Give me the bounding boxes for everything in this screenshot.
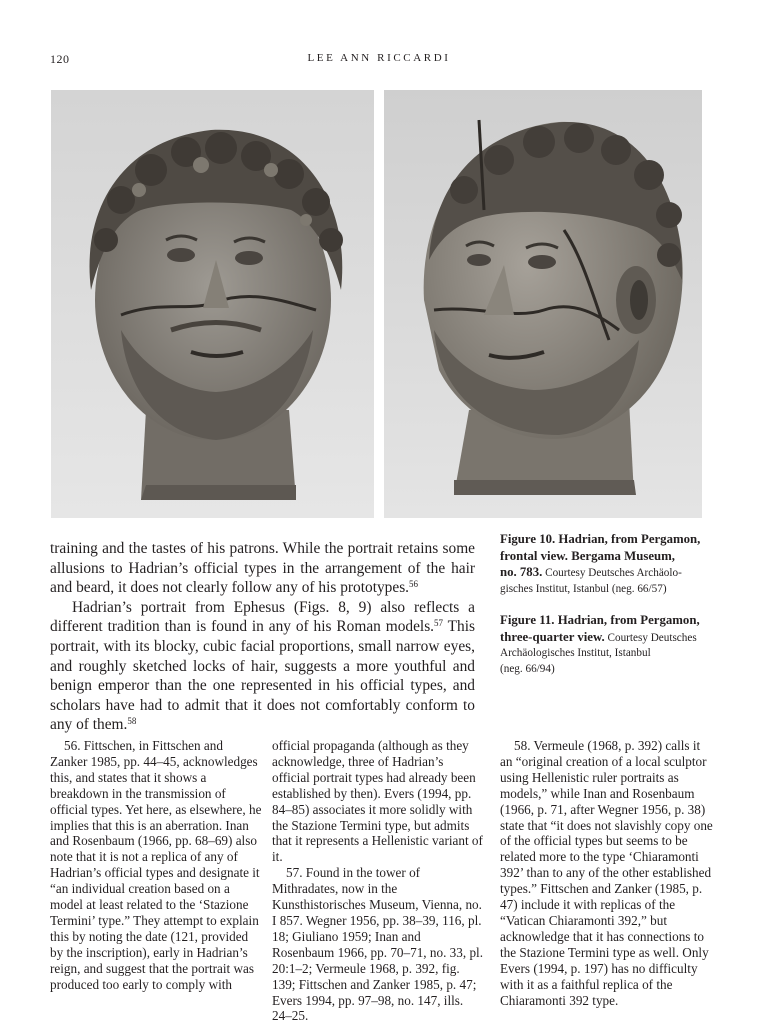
hadrian-three-quarter-bust-image [384,90,702,518]
page-number: 120 [50,52,70,66]
footnotes-column-2 [272,738,484,1024]
running-head: LEE ANN RICCARDI [307,52,451,64]
footnote-56-continued: official propaganda (although as they acknowledge, three of Hadrian’s official portrait types had already been established by then). Evers (1994, pp. 84–85) associates it more solidly with the Stazione Termini type, but admits that it represents a Hellenistic variant of it. [272,738,483,865]
footnote-ref-58[interactable]: 58 [127,716,137,727]
hadrian-frontal-bust-image [51,90,374,518]
figure-11-caption: Figure 11. Hadrian, from Pergamon, three-quarter view. Courtesy Deutsches Archäologisches Institut, Istanbul (neg. 66/94) [500,613,700,675]
figure-10-caption: Figure 10. Hadrian, from Pergamon, frontal view. Bergama Museum, no. 783. Courtesy Deutsches Archäolo- gisches Institut, Istanbul (neg. 66/57) [500,532,701,595]
footnote-ref-56[interactable]: 56 [409,579,419,590]
footnote-58: 58. Vermeule (1968, p. 392) calls it an “original creation of a local sculptor using Hellenistic ruler portraits as models,” while Inan and Rosenbaum (1966, p. 71, after Wegner 1956, p. 38) state that “it does not slavishly copy one of the official types but seems to be related more to the type ‘Chiaramonti 392’ than to any of the other established types.” Fittschen and Zanker (1985, p. 47) include it with replicas of the “Vatican Chiaramonti 392,” but acknowledge that it has connections to the Stazione Termini type as well. Only Evers (1994, p. 197) has no difficulty with it as a faithful replica of the Chiaramonti 392 type. [500,738,713,1008]
footnote-ref-57[interactable]: 57 [434,618,444,629]
footnote-56: 56. Fittschen, in Fittschen and Zanker 1985, pp. 44–45, acknowledges this, and states that it shows a breakdown in the transmission of official types. Yet here, as elsewhere, he implies that this is an aberration. Inan and Rosenbaum (1966, pp. 68–69) also note that it is not a replica of any of Hadrian’s official types and designate it “an individual creation based on a model at least related to the ‘Stazione Termini’ type.” They attempt to explain this by noting the date (121, provided by the inscription), early in Hadrian’s reign, and suggest that the portrait was produced too early to comply with [50,738,262,992]
figure-11-photo [384,90,702,518]
body-paragraph-1: training and the tastes of his patrons. While the portrait retains some allusions to Hadrian’s official types in the arrangement of the hair and beard, it does not clearly follow any of his prototypes.$^{56}$ [50,540,475,597]
body-paragraph-2: Hadrian’s portrait from Ephesus (Figs. 8, 9) also reflects a different tradition than is found in any of his Roman models.$^{57}$ This portrait, with its blocky, cubic facial proportions, small narrow eyes, and roughly sketched locks of hair, suggests a more youthful and benign emperor than the one represented in his official types, and scholars have had to admit that it does not comfortably conform to any of them.$^{58}$ [50,598,476,734]
footnote-57: 57. Found in the tower of Mithradates, now in the Kunsthistorisches Museum, Vienna, no. I 857. Wegner 1956, pp. 38–39, 116, pl. 18; Giuliano 1959; Inan and Rosenbaum 1966, pp. 70–71, no. 33, pl. 20:1–2; Vermeule 1968, p. 392, fig. 139; Fittschen and Zanker 1985, p. 47; Evers 1994, pp. 97–98, no. 147, ills. 24–25. [272,865,483,1024]
figure-10-photo [51,90,374,518]
body-text [50,539,475,735]
footnotes-column-3 [500,738,714,1008]
footnotes-column-1 [50,738,262,993]
